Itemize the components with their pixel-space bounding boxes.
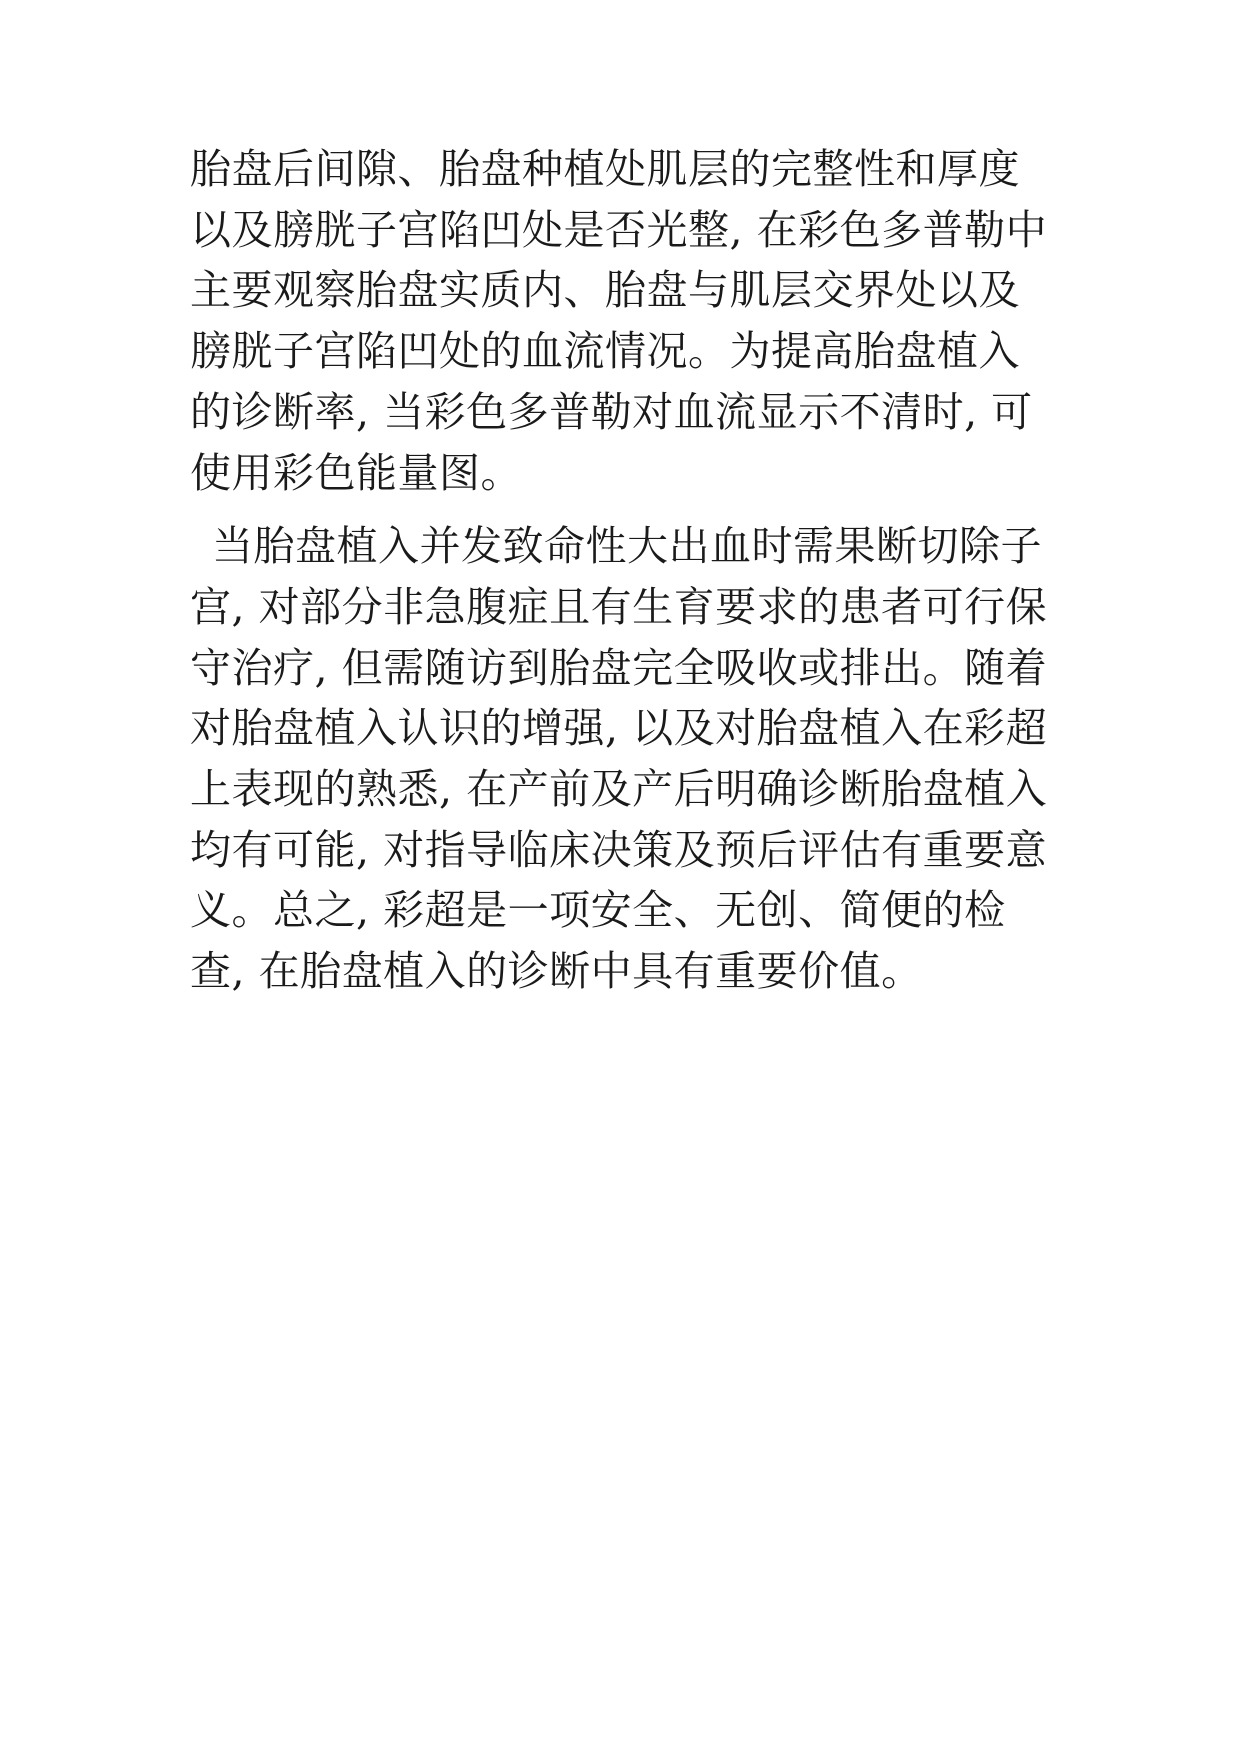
paragraph-ultrasound-observation: 胎盘后间隙、胎盘种植处肌层的完整性和厚度以及膀胱子宫陷凹处是否光整, 在彩色多普勒中主要观察胎盘实质内、胎盘与肌层交界处以及膀胱子宫陷凹处的血流情况。为提高胎盘植入的诊断率, 当彩色多普勒对血流显示不清时, 可使用彩色能量图。 xyxy=(190,145,1048,497)
paragraph-treatment-conclusion: 当胎盘植入并发致命性大出血时需果断切除子宫, 对部分非急腹症且有生育要求的患者可行保守治疗, 但需随访到胎盘完全吸收或排出。随着对胎盘植入认识的增强, 以及对胎盘植入在彩超上表现的熟悉, 在产前及产后明确诊断胎盘植入均有可能, 对指导临床决策及预后评估有重要意义。总之, 彩超是一项安全、无创、简便的检查, 在胎盘植入的诊断中具有重要价值。 xyxy=(190,522,1048,996)
document-body xyxy=(190,139,1055,1002)
